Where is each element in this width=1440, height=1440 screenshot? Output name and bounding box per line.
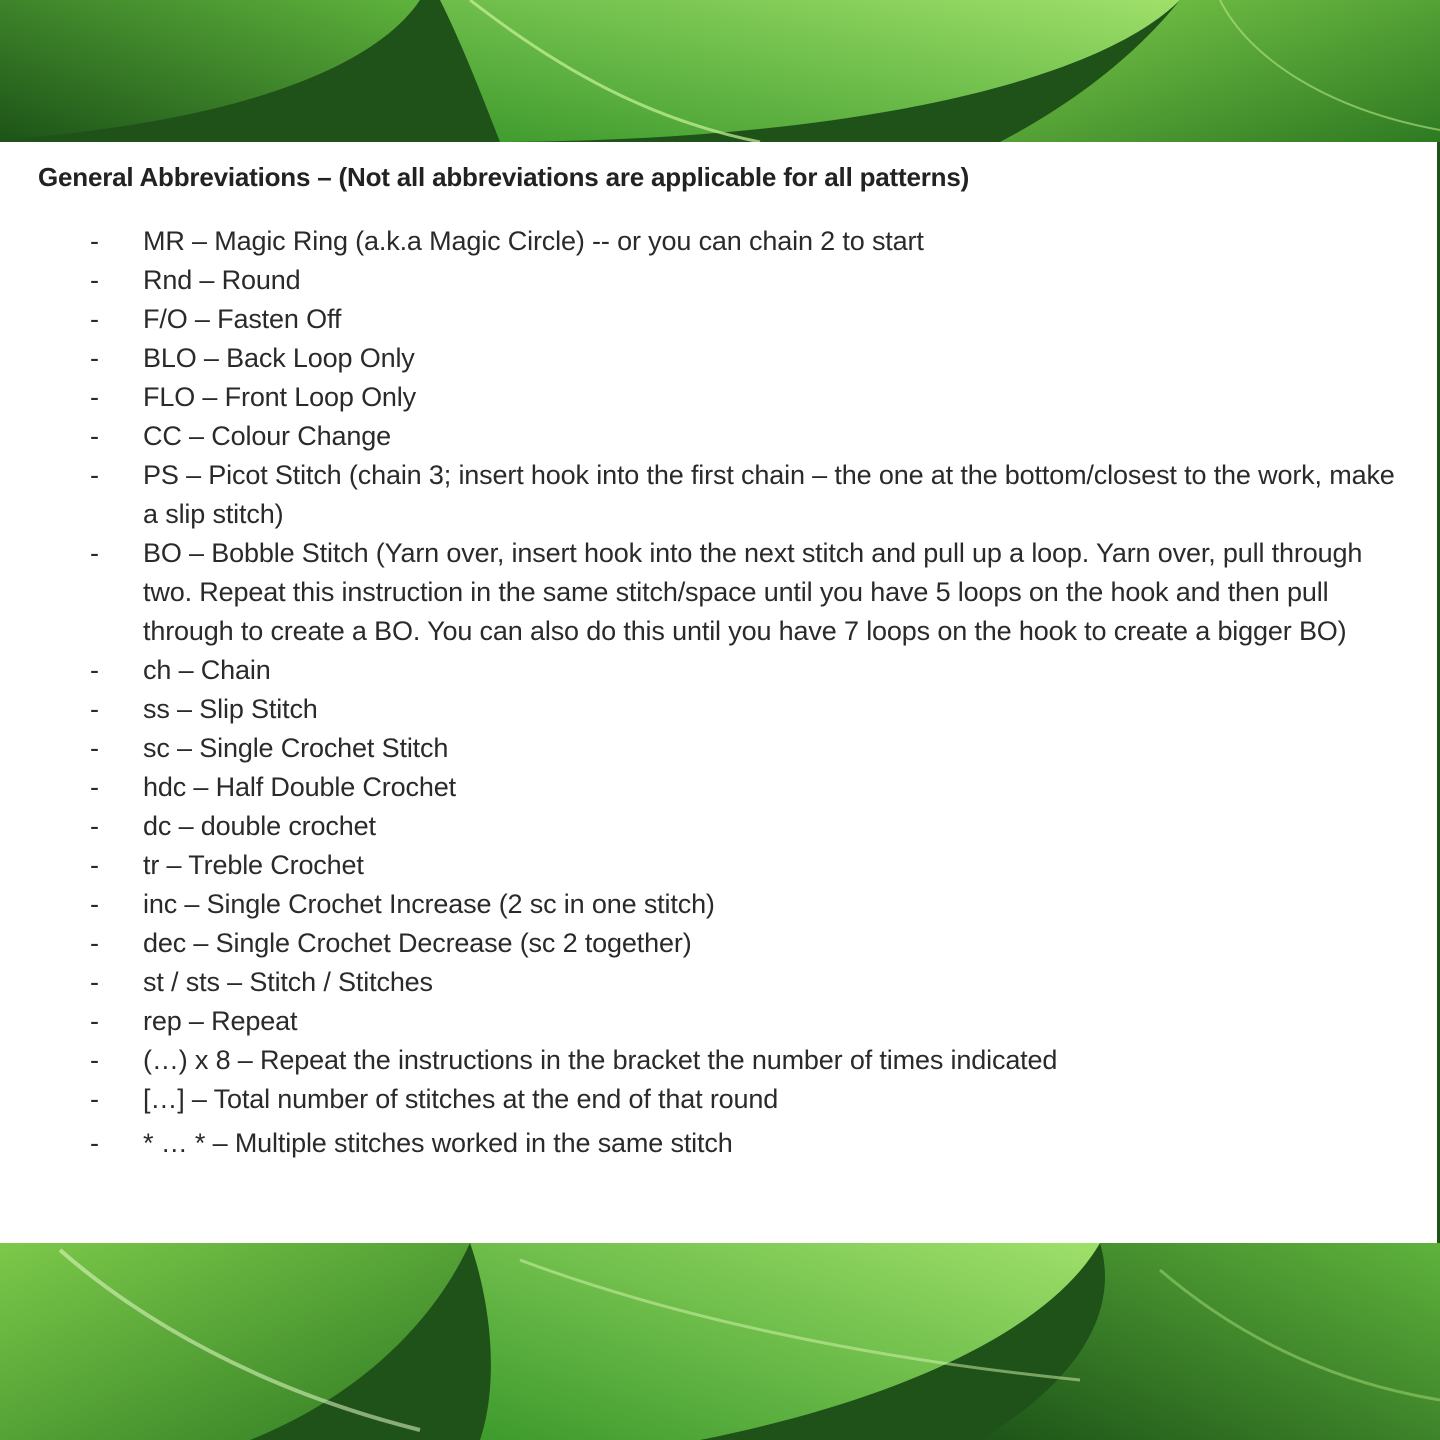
list-item: - ch – Chain: [0, 651, 1437, 690]
list-item: - rep – Repeat: [0, 1002, 1437, 1041]
list-item: - Rnd – Round: [0, 261, 1437, 300]
abbreviations-document: [0, 142, 1437, 1243]
list-item: - st / sts – Stitch / Stitches: [0, 963, 1437, 1002]
list-item: - dc – double crochet: [0, 807, 1437, 846]
list-item: - PS – Picot Stitch (chain 3; insert hook into the first chain – the one at the bottom/closest to the work, make a slip stitch): [0, 456, 1437, 534]
list-item: - MR – Magic Ring (a.k.a Magic Circle) -- or you can chain 2 to start: [0, 222, 1437, 261]
list-item: - BLO – Back Loop Only: [0, 339, 1437, 378]
list-item: - hdc – Half Double Crochet: [0, 768, 1437, 807]
list-item: - * … * – Multiple stitches worked in the same stitch: [0, 1124, 1437, 1163]
list-item: - inc – Single Crochet Increase (2 sc in one stitch): [0, 885, 1437, 924]
list-item: - F/O – Fasten Off: [0, 300, 1437, 339]
list-item: - […] – Total number of stitches at the end of that round: [0, 1080, 1437, 1119]
list-item: - CC – Colour Change: [0, 417, 1437, 456]
list-item: - dec – Single Crochet Decrease (sc 2 together): [0, 924, 1437, 963]
list-item: - tr – Treble Crochet: [0, 846, 1437, 885]
list-item: - (…) x 8 – Repeat the instructions in the bracket the number of times indicated: [0, 1041, 1437, 1080]
list-item: - sc – Single Crochet Stitch: [0, 729, 1437, 768]
list-item: - BO – Bobble Stitch (Yarn over, insert hook into the next stitch and pull up a loop. Yarn over, pull through two. Repeat this instruction in the same stitch/space until you have 5 loops on the hook and then pull through to create a BO. You can also do this until you have 7 loops on the hook to create a bigger BO): [0, 534, 1437, 651]
document-title: General Abbreviations – (Not all abbreviations are applicable for all patterns): [38, 162, 970, 192]
abbreviation-list: [0, 222, 1437, 1163]
list-item: - FLO – Front Loop Only: [0, 378, 1437, 417]
list-item: - ss – Slip Stitch: [0, 690, 1437, 729]
